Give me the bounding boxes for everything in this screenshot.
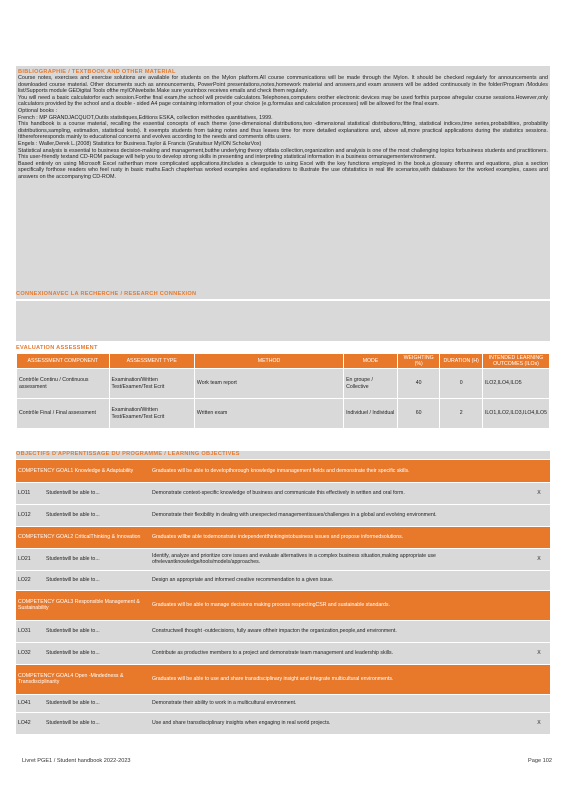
bibliography-title: BIBLIOGRAPHIE / TEXTBOOK AND OTHER MATERIAL	[18, 69, 176, 75]
bibliography-paragraph: French : MP GRANDJACQUOT,Outils statistiques,Editions ESKA, collection méthodes quantitatives, 1999.	[18, 114, 273, 121]
lo-who: Studentwill be able to...	[44, 620, 150, 642]
lo-code: LO12	[16, 504, 44, 526]
lo-row	[16, 482, 550, 504]
lo-code: LO22	[16, 570, 44, 590]
lo-row	[16, 712, 550, 734]
header-weighting: WEIGHTING (%)	[397, 354, 440, 369]
competency-row	[16, 664, 550, 694]
competency-goal: Graduates will be able to developthorough knowledge inmanagement fields and demonstrate their specific skills.	[150, 460, 550, 482]
lo-who: Studentwill be able to...	[44, 570, 150, 590]
header-mode: MODE	[344, 354, 398, 369]
evaluation-header-row	[17, 354, 550, 369]
lo-check: X	[528, 482, 550, 504]
bibliography-paragraph: Engels : Waller,Derek L.(2008) Statistics for Business.Taylor & Francis (Gratuitsur MyION ScholarVox)	[18, 140, 262, 147]
footer-handbook-label: Livret PGE1 / Student handbook 2022-2023	[22, 758, 131, 764]
evaluation-title: EVALUATION ASSESSMENT	[16, 345, 98, 351]
cell-ilos: ILO1,ILO2,ILO3,ILO4,ILO5	[482, 399, 549, 429]
lo-text: Demonstrate their flexibility in dealing with unexpected managementissues/challenges in a global and evolving environment.	[150, 504, 528, 526]
cell-mode: En groupe / Collective	[344, 369, 398, 399]
bibliography-paragraph: You will need a basic calculatorfor each session.Forthe final exam,the school will provide calculators.Telephones,computers orother electronic devices may be used forthis purpose afregular course sessions.However,only calculators provided by the school and a double - sided A4 page containing information of your choice (e.g.formulas and calculation processes) will be allowed for the final exam.	[18, 94, 548, 108]
cell-duration: 0	[440, 369, 482, 399]
cell-mode: Individuel / Individual	[344, 399, 398, 429]
lo-check: X	[528, 548, 550, 570]
header-duration: DURATION (H)	[440, 354, 482, 369]
research-connexion-title: CONNEXIONAVEC LA RECHERCHE / RESEARCH CONNEXION	[16, 291, 550, 299]
header-method: METHOD	[194, 354, 343, 369]
cell-type: Examination/Written Test/Examen/Test Ecrit	[109, 399, 194, 429]
lo-code: LO31	[16, 620, 44, 642]
research-connexion-box	[16, 301, 550, 341]
competency-row	[16, 526, 550, 548]
lo-row	[16, 620, 550, 642]
lo-code: LO21	[16, 548, 44, 570]
cell-component: Contrôle Final / Final assessment	[17, 399, 110, 429]
lo-who: Studentwill be able to...	[44, 504, 150, 526]
lo-who: Studentwill be able to...	[44, 642, 150, 664]
lo-check	[528, 570, 550, 590]
competency-label: COMPETENCY GOAL2 CriticalThinking & Innovation	[16, 526, 150, 548]
lo-row	[16, 642, 550, 664]
lo-row	[16, 570, 550, 590]
lo-text: Demonstrate their ability to work in a multicultural environment.	[150, 694, 528, 712]
page-footer	[22, 758, 552, 764]
bibliography-paragraph: This handbook is a course material, recalling the essential concepts of each theme (one-dimensional distributions,two -dimensional statistical distributions,fitting, statistical indices,time series,probabilities, probability distributions,sampling, estimation, statistical tests). It exempts students from taking notes and thus leaves time for more detailed explanations and, above all,more practical applications during the statistics sessions. Itthereforeresponds mainly to educational concerns and evolves according to the needs and comments ofits users.	[18, 121, 548, 141]
header-component: ASSESSMENT COMPONENT	[17, 354, 110, 369]
lo-row	[16, 548, 550, 570]
lo-check	[528, 620, 550, 642]
page-number: Page 102	[528, 758, 552, 764]
cell-weighting: 60	[397, 399, 440, 429]
bibliography-section	[16, 66, 550, 298]
competency-label: COMPETENCY GOAL3 Responsible Management & Sustainability	[16, 590, 150, 620]
cell-duration: 2	[440, 399, 482, 429]
cell-ilos: ILO2,ILO4,ILO5	[482, 369, 549, 399]
evaluation-row	[17, 369, 550, 399]
bibliography-paragraph: Based entirely on using Microsoft Excel ratherthan more complicated applications,itincludes a clearguide to using Excel with the key functions employed in the book,a glossary ofterms and equations, plus a section specifically forthose readers who feel rusty in basic maths.Each chapterhas worked examples and explanations to illustrate the use ofstatistics in real life scenarios,with databases for the worked examples, cases and answers on the accompanying CD-ROM.	[18, 160, 548, 180]
evaluation-table	[16, 353, 550, 429]
cell-method: Written exam	[194, 399, 343, 429]
lo-text: Contribute as productive members to a project and demonstrate team management and leadership skills.	[150, 642, 528, 664]
objectives-table	[16, 460, 550, 735]
lo-code: LO32	[16, 642, 44, 664]
lo-who: Studentwill be able to...	[44, 694, 150, 712]
lo-check	[528, 504, 550, 526]
lo-who: Studentwill be able to...	[44, 482, 150, 504]
lo-code: LO42	[16, 712, 44, 734]
competency-goal: Graduates will be able to use and share transdisciplinary insight and integrate multicultural environments.	[150, 664, 550, 694]
lo-row	[16, 694, 550, 712]
competency-row	[16, 460, 550, 482]
lo-code: LO41	[16, 694, 44, 712]
lo-who: Studentwill be able to...	[44, 712, 150, 734]
lo-text: Identify, analyze and prioritize core issues and evaluate alternatives in a complex business situation,making appropriate use ofrelevantknowledge/tools/models/approaches.	[150, 548, 528, 570]
cell-component: Contrôle Continu / Continuous assessment	[17, 369, 110, 399]
competency-row	[16, 590, 550, 620]
lo-text: Constructwell thought -outdecisions, fully aware oftheir impacton the organization,people,and environment.	[150, 620, 528, 642]
lo-check: X	[528, 642, 550, 664]
lo-text: Design an appropriate and informed creative recommendation to a given issue.	[150, 570, 528, 590]
objectives-title: OBJECTIFS D'APPRENTISSAGE DU PROGRAMME / LEARNING OBJECTIVES	[16, 451, 550, 459]
bibliography-paragraph: Course notes, exercises and exercise solutions are available for students on the Mylon platform.All course communications will be made through the Mylon. It should be checked regularly for announcements and downloaded course material. Other documents such as announcements, PowerPoint presentations,notes,homework material and answers,and exam answers will be added continuously in the folder/Program /Modules list/Supports module GEDigital Tools ofthe myIONwebsite.Make sure yourinbox receives emails and check them regularly.	[18, 75, 548, 95]
cell-type: Examination/Written Test/Examen/Test Ecrit	[109, 369, 194, 399]
lo-row	[16, 504, 550, 526]
lo-text: Use and share transdisciplinary insights when engaging in real world projects.	[150, 712, 528, 734]
lo-who: Studentwill be able to...	[44, 548, 150, 570]
header-type: ASSESSMENT TYPE	[109, 354, 194, 369]
lo-check: X	[528, 712, 550, 734]
header-ilos: INTENDED LEARNING OUTCOMES (ILOs)	[482, 354, 549, 369]
bibliography-paragraph: Statistical analysis is essential to business decision-making and management,butthe underlying theory ofdata collection,organization and analysis is one of the most challenging topics forbusiness students and practitioners. This user-friendly textand CD-ROM package will help you to develop strong skills in presenting and interpreting statistical information in a business ormanagementenvironment.	[18, 147, 548, 161]
lo-text: Demonstrate context-specific knowledge of business and communicate this effectively in written and oral form.	[150, 482, 528, 504]
bibliography-paragraph: Optional books :	[18, 107, 57, 114]
lo-code: LO11	[16, 482, 44, 504]
competency-label: COMPETENCY GOAL1 Knowledge & Adaptability	[16, 460, 150, 482]
competency-goal: Graduates willbe able todemonstrate independentthinkingintobusiness issues and propose informedsolutions.	[150, 526, 550, 548]
cell-weighting: 40	[397, 369, 440, 399]
competency-label: COMPETENCY GOAL4 Open -Mindedness & Transdisciplinarity	[16, 664, 150, 694]
competency-goal: Graduates will be able to manage decisions making process respectingCSR and sustainable standards.	[150, 590, 550, 620]
evaluation-row	[17, 399, 550, 429]
cell-method: Work team report	[194, 369, 343, 399]
lo-check	[528, 694, 550, 712]
